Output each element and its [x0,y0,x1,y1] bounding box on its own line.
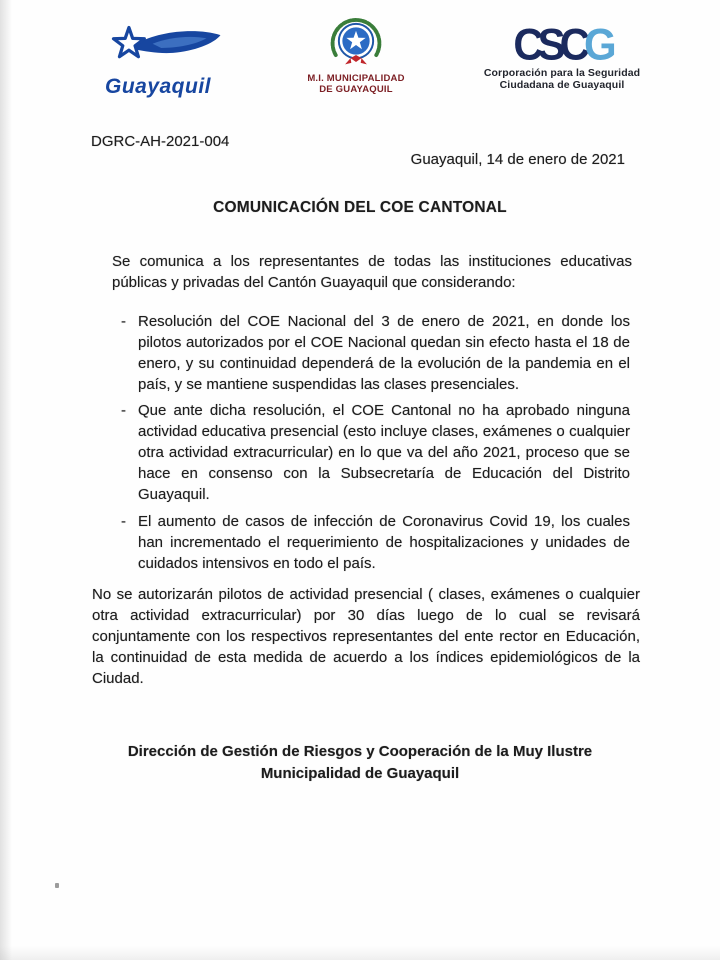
signature-line2: Municipalidad de Guayaquil [260,765,460,782]
cscg-caption [474,67,650,91]
municipalidad-caption-line1: M.I. MUNICIPALIDAD [307,73,405,84]
dateline: Guayaquil, 14 de enero de 2021 [410,151,625,168]
bullet-text: El aumento de casos de infección de Coronavirus Covid 19, los cuales han incrementado el requerimiento de hospitalizaciones y unidades de cuidados intensivos en todo el país. [138,513,630,572]
scan-speck-artifact [55,883,59,888]
guayaquil-logo [78,22,238,99]
intro-paragraph: Se comunica a los representantes de todas las instituciones educativas públicas y privadas del Cantón Guayaquil que considerando: [112,253,632,291]
signature-line1: Dirección de Gestión de Riesgos y Cooperación de la Muy Ilustre [127,743,593,760]
guayaquil-star-swoosh-icon [88,22,228,74]
cscg-letters-dark: CSC [513,19,584,70]
bullet-item-1 [121,311,631,395]
municipalidad-caption-line2: DE GUAYAQUIL [319,84,393,95]
cscg-logo [474,19,650,91]
bullet-text: Resolución del COE Nacional del 3 de enero de 2021, en donde los pilotos autorizados por el COE Nacional quedan sin efecto hasta el 18 de enero, y su continuidad dependerá de la evolución de la pandemia en el país, y se mantiene suspendidas las clases presenciales. [138,313,630,393]
bullet-marker: - [121,402,126,419]
municipalidad-caption [281,73,431,95]
guayaquil-wordmark: Guayaquil [104,75,212,98]
document-title: COMUNICACIÓN DEL COE CANTONAL [213,199,507,216]
closing-paragraph: No se autorizarán pilotos de actividad presencial ( clases, exámenes o cualquier otra actividad extracurricular) por 30 días luego de lo cual se revisará conjuntamente con los respectivos representantes del ente rector en Educación, la continuidad de esta medida de acuerdo a los índices epidemiológicos de la Ciudad. [92,586,640,687]
bullet-item-2 [121,400,631,505]
document-reference: DGRC-AH-2021-004 [91,133,230,150]
scan-edge-shading [0,0,12,960]
bullet-marker: - [121,513,126,530]
signature-block [0,741,720,785]
bullet-marker: - [121,313,126,330]
scan-bottom-shading [0,946,720,960]
cscg-caption-line2: Ciudadana de Guayaquil [499,79,625,91]
cscg-caption-line1: Corporación para la Seguridad [483,67,641,79]
cscg-letters-icon [474,19,650,70]
cscg-letter-light: G [584,19,611,70]
bullet-text: Que ante dicha resolución, el COE Cantonal no ha aprobado ninguna actividad educativa presencial (esto incluye clases, exámenes o cualquier otra actividad extracurricular) en lo que va del año 2021, proceso que se hace en consenso con la Subsecretaría de Educación del Distrito Guayaquil. [138,402,630,503]
municipal-crest-icon [317,16,395,66]
municipalidad-logo [281,16,431,95]
bullet-item-3 [121,511,631,574]
letterhead [0,16,720,99]
